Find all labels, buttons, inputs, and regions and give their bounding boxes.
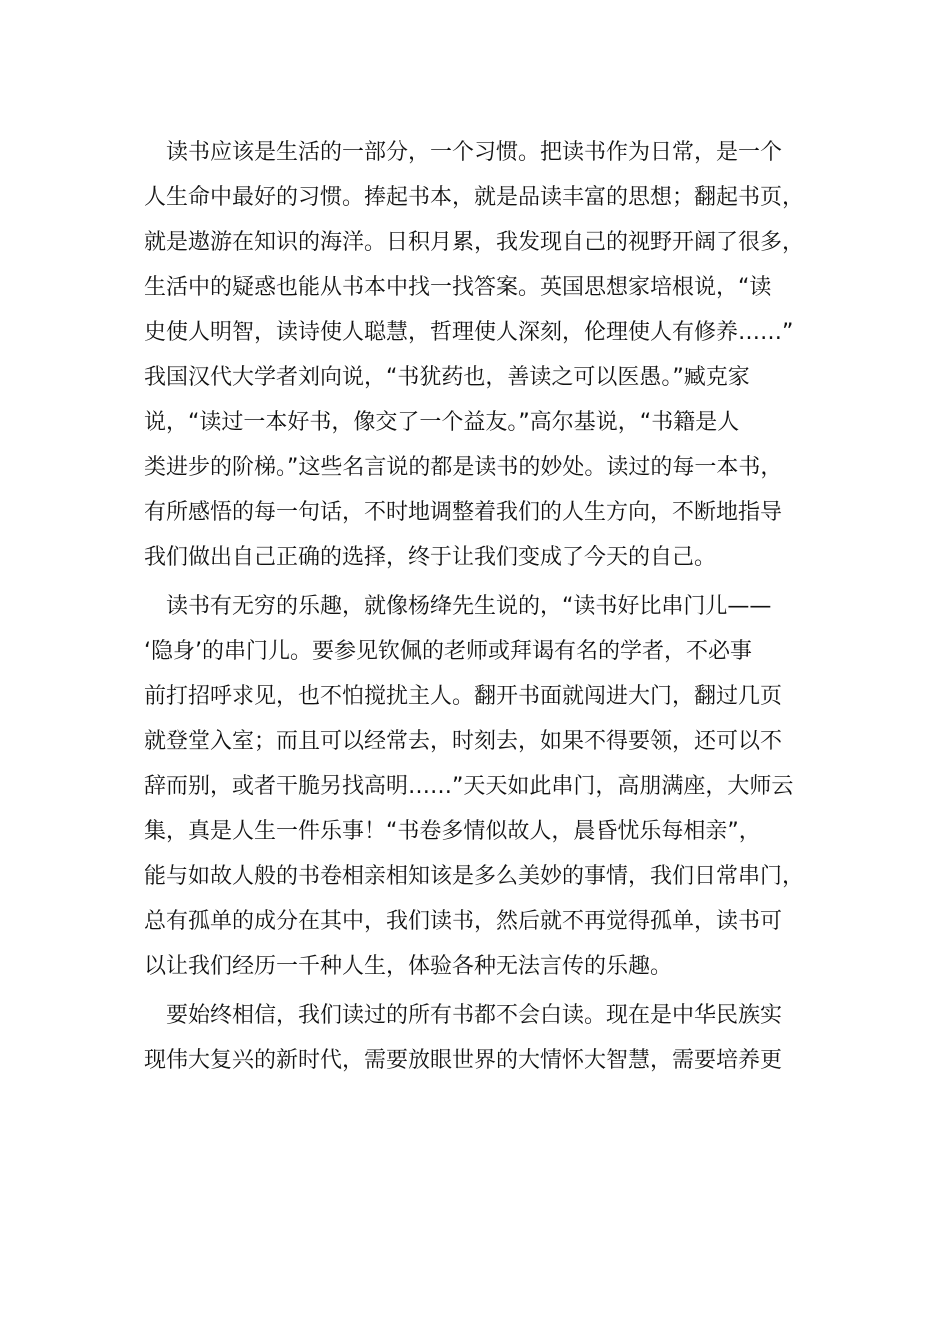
text-line: 人生命中最好的习惯。捧起书本，就是品读丰富的思想；翻起书页，: [144, 185, 805, 210]
text-line: 我们做出自己正确的选择，终于让我们变成了今天的自己。: [144, 545, 717, 570]
text-line: 集，真是人生一件乐事！“书卷多情似故人，晨昏忧乐每相亲”，: [144, 819, 761, 844]
text-line: ‘隐身’的串门儿。要参见钦佩的老师或拜谒有名的学者，不必事: [144, 639, 752, 664]
document-body: [144, 130, 809, 1083]
paragraph-3: [144, 993, 809, 1083]
text-line: 读书应该是生活的一部分，一个习惯。把读书作为日常，是一个: [144, 140, 783, 165]
text-line: 就登堂入室；而且可以经常去，时刻去，如果不得要领，还可以不: [144, 729, 783, 754]
text-line: 说，“读过一本好书，像交了一个益友。”高尔基说，“书籍是人: [144, 410, 740, 435]
text-line: 我国汉代大学者刘向说，“书犹药也，善读之可以医愚。”臧克家: [144, 365, 750, 390]
paragraph-1: [144, 130, 809, 580]
text-line: 要始终相信，我们读过的所有书都不会白读。现在是中华民族实: [144, 1003, 783, 1028]
text-line: 有所感悟的每一句话，不时地调整着我们的人生方向，不断地指导: [144, 500, 783, 525]
text-line: 辞而别，或者干脆另找高明……”天天如此串门，高朋满座，大师云: [144, 774, 794, 799]
text-line: 类进步的阶梯。”这些名言说的都是读书的妙处。读过的每一本书，: [144, 455, 783, 480]
text-line: 读书有无穷的乐趣，就像杨绛先生说的，“读书好比串门儿——: [144, 594, 772, 619]
text-line: 史使人明智，读诗使人聪慧，哲理使人深刻，伦理使人有修养……”: [144, 320, 794, 345]
text-line: 就是遨游在知识的海洋。日积月累，我发现自己的视野开阔了很多，: [144, 230, 805, 255]
text-line: 能与如故人般的书卷相亲相知该是多么美妙的事情，我们日常串门，: [144, 864, 805, 889]
text-line: 现伟大复兴的新时代，需要放眼世界的大情怀大智慧，需要培养更: [144, 1048, 783, 1073]
text-line: 以让我们经历一千种人生，体验各种无法言传的乐趣。: [144, 954, 673, 979]
text-line: 总有孤单的成分在其中，我们读书，然后就不再觉得孤单，读书可: [144, 909, 783, 934]
paragraph-2: [144, 584, 809, 989]
text-line: 生活中的疑惑也能从书本中找一找答案。英国思想家培根说，“读: [144, 275, 772, 300]
text-line: 前打招呼求见，也不怕搅扰主人。翻开书面就闯进大门，翻过几页: [144, 684, 783, 709]
